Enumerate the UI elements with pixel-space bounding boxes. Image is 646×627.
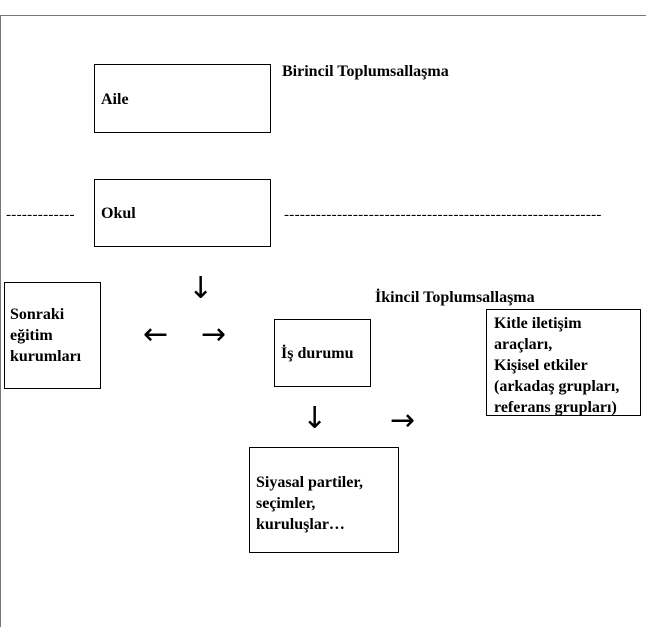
arrow-right-to-is: →	[201, 317, 227, 352]
kitle-iletisim-box	[486, 309, 641, 416]
secondary-socialization-label: İkincil Toplumsallaşma	[375, 289, 535, 306]
frame-left-border	[0, 15, 1, 627]
arrow-down-from-is: ↓	[302, 401, 328, 436]
arrow-left-to-sonraki: ←	[143, 317, 169, 352]
sonraki-egitim-box	[4, 282, 101, 389]
okul-box	[94, 179, 271, 247]
aile-box-label: Aile	[101, 91, 129, 108]
siyasal-partiler-box-label: Siyasal partiler, seçimler, kuruluşlar…	[256, 474, 363, 533]
primary-socialization-label: Birincil Toplumsallaşma	[282, 63, 449, 80]
is-durumu-box-label: İş durumu	[281, 345, 354, 362]
arrow-down-from-okul: ↓	[188, 271, 214, 306]
aile-box	[94, 64, 271, 133]
is-durumu-box	[274, 319, 371, 387]
kitle-iletisim-box-label: Kitle iletişim araçları, Kişisel etkiler (arkadaş grupları, referans grupları)	[494, 315, 620, 416]
sonraki-egitim-box-label: Sonraki eğitim kurumları	[10, 306, 82, 365]
divider-left: -------------	[6, 207, 75, 223]
arrow-right-to-kitle: →	[390, 403, 416, 438]
frame-top-border	[0, 15, 646, 16]
okul-box-label: Okul	[101, 205, 136, 222]
divider-right: ------------------------------------------------------------	[284, 207, 602, 223]
siyasal-partiler-box	[249, 447, 399, 553]
